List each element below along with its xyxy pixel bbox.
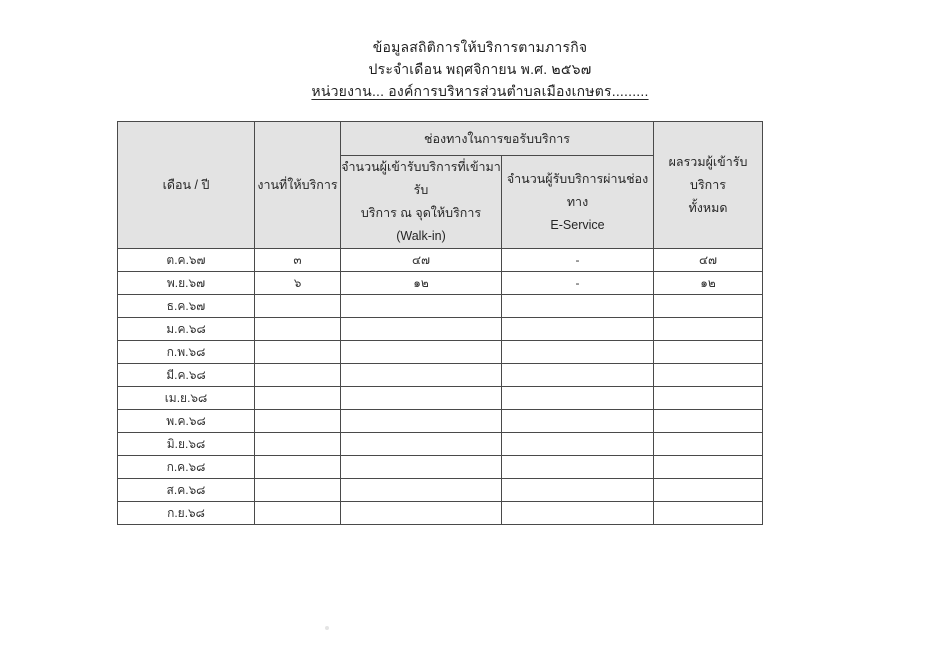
cell-total-count bbox=[654, 479, 763, 502]
cell-month: พ.ย.๖๗ bbox=[118, 272, 255, 295]
col-header-service-label: งานที่ให้บริการ bbox=[257, 178, 338, 192]
cell-total-count: ๑๒ bbox=[654, 272, 763, 295]
cell-month: ก.ย.๖๘ bbox=[118, 502, 255, 525]
cell-month: ส.ค.๖๘ bbox=[118, 479, 255, 502]
service-statistics-table bbox=[117, 121, 763, 525]
table-row bbox=[118, 272, 763, 295]
cell-walkin-count bbox=[341, 341, 502, 364]
cell-eservice-count bbox=[502, 341, 654, 364]
document-title: ข้อมูลสถิติการให้บริการตามภารกิจ bbox=[372, 39, 588, 55]
col-header-eservice bbox=[502, 156, 654, 249]
cell-eservice-count bbox=[502, 295, 654, 318]
col-header-walkin-line2: บริการ ณ จุดให้บริการ bbox=[360, 206, 482, 220]
cell-total-count bbox=[654, 456, 763, 479]
cell-month: ก.พ.๖๘ bbox=[118, 341, 255, 364]
table-row bbox=[118, 410, 763, 433]
table-row bbox=[118, 249, 763, 272]
table-row bbox=[118, 341, 763, 364]
cell-service-count bbox=[255, 341, 341, 364]
cell-service-count bbox=[255, 456, 341, 479]
table-row bbox=[118, 479, 763, 502]
cell-total-count bbox=[654, 364, 763, 387]
col-header-eservice-line1: จำนวนผู้รับบริการผ่านช่องทาง bbox=[506, 171, 649, 209]
cell-total-count bbox=[654, 387, 763, 410]
cell-eservice-count bbox=[502, 456, 654, 479]
table-row bbox=[118, 295, 763, 318]
col-header-month bbox=[118, 122, 255, 249]
cell-service-count bbox=[255, 364, 341, 387]
cell-walkin-count bbox=[341, 502, 502, 525]
cell-month: พ.ค.๖๘ bbox=[118, 410, 255, 433]
table-row bbox=[118, 433, 763, 456]
cell-service-count bbox=[255, 295, 341, 318]
cell-total-count bbox=[654, 502, 763, 525]
cell-walkin-count bbox=[341, 479, 502, 502]
cell-total-count bbox=[654, 410, 763, 433]
cell-month: ธ.ค.๖๗ bbox=[118, 295, 255, 318]
cell-eservice-count: - bbox=[502, 249, 654, 272]
col-header-walkin-line3: (Walk-in) bbox=[396, 229, 446, 243]
col-header-total-line2: ทั้งหมด bbox=[688, 200, 728, 215]
cell-eservice-count bbox=[502, 479, 654, 502]
cell-walkin-count bbox=[341, 456, 502, 479]
col-header-eservice-line2: E-Service bbox=[550, 217, 605, 232]
table-row bbox=[118, 456, 763, 479]
document-subtitle-month: ประจำเดือน พฤศจิกายน พ.ศ. ๒๕๖๗ bbox=[368, 61, 592, 77]
cell-walkin-count bbox=[341, 410, 502, 433]
cell-eservice-count bbox=[502, 387, 654, 410]
cell-eservice-count bbox=[502, 410, 654, 433]
cell-walkin-count bbox=[341, 433, 502, 456]
cell-total-count bbox=[654, 318, 763, 341]
cell-walkin-count: ๔๗ bbox=[341, 249, 502, 272]
cell-month: ต.ค.๖๗ bbox=[118, 249, 255, 272]
cell-walkin-count bbox=[341, 387, 502, 410]
cell-eservice-count bbox=[502, 502, 654, 525]
document-header bbox=[13, 36, 934, 102]
cell-month: มี.ค.๖๘ bbox=[118, 364, 255, 387]
cell-month: มิ.ย.๖๘ bbox=[118, 433, 255, 456]
col-header-walkin-line1: จำนวนผู้เข้ารับบริการที่เข้ามารับ bbox=[341, 160, 501, 197]
cell-service-count: ๖ bbox=[255, 272, 341, 295]
cell-month: ก.ค.๖๘ bbox=[118, 456, 255, 479]
cell-service-count bbox=[255, 433, 341, 456]
cell-eservice-count bbox=[502, 318, 654, 341]
col-header-service bbox=[255, 122, 341, 249]
cell-service-count bbox=[255, 318, 341, 341]
col-header-total-line1: ผลรวมผู้เข้ารับบริการ bbox=[668, 154, 748, 192]
table-row bbox=[118, 502, 763, 525]
cell-walkin-count bbox=[341, 318, 502, 341]
cell-service-count bbox=[255, 410, 341, 433]
cell-total-count: ๔๗ bbox=[654, 249, 763, 272]
table-row bbox=[118, 318, 763, 341]
cell-eservice-count bbox=[502, 433, 654, 456]
cell-month: เม.ย.๖๘ bbox=[118, 387, 255, 410]
document-unit-line: หน่วยงาน... องค์การบริหารส่วนตำบลเมืองเกษตร......... bbox=[311, 83, 649, 99]
cell-walkin-count: ๑๒ bbox=[341, 272, 502, 295]
cell-eservice-count bbox=[502, 364, 654, 387]
table-row bbox=[118, 364, 763, 387]
col-header-channel-group-label: ช่องทางในการขอรับบริการ bbox=[423, 131, 571, 146]
cell-total-count bbox=[654, 341, 763, 364]
header-row-top bbox=[118, 122, 763, 156]
cell-service-count bbox=[255, 502, 341, 525]
col-header-walkin bbox=[341, 156, 502, 249]
scan-artifact-dot bbox=[325, 626, 329, 630]
cell-walkin-count bbox=[341, 364, 502, 387]
cell-total-count bbox=[654, 433, 763, 456]
col-header-channel-group bbox=[341, 122, 654, 156]
table-row bbox=[118, 387, 763, 410]
cell-service-count bbox=[255, 479, 341, 502]
col-header-month-label: เดือน / ปี bbox=[162, 178, 210, 192]
cell-total-count bbox=[654, 295, 763, 318]
cell-eservice-count: - bbox=[502, 272, 654, 295]
cell-service-count: ๓ bbox=[255, 249, 341, 272]
col-header-total bbox=[654, 122, 763, 249]
cell-month: ม.ค.๖๘ bbox=[118, 318, 255, 341]
cell-service-count bbox=[255, 387, 341, 410]
cell-walkin-count bbox=[341, 295, 502, 318]
